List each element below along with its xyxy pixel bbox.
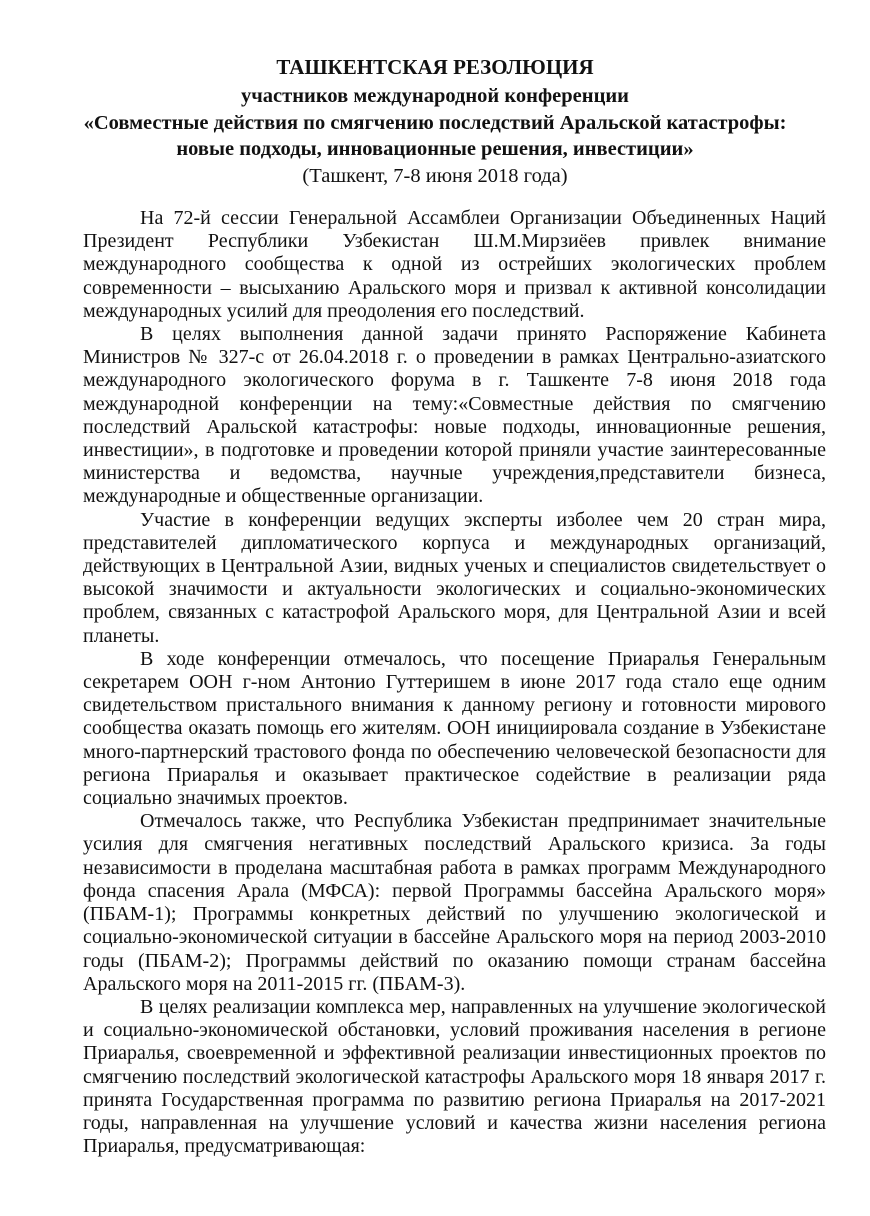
- document-title: ТАШКЕНТСКАЯ РЕЗОЛЮЦИЯ: [276, 55, 594, 79]
- paragraph-2: В целях выполнения данной задачи принято Распоряжение Кабинета Министров № 327-с от 26.04.2018 г. о проведении в рамках Центрально-азиатского международного экологического форума в г. Ташкенте 7-8 июня 2018 года международной конференции на тему:«Совместные действия по смягчению последствий Аральской катастрофы: новые подходы, инновационные решения, инвестиции», в подготовке и проведении которой приняли участие заинтересованные министерства и ведомства, научные учреждения,представители бизнеса, международные и общественные организации.: [83, 323, 826, 508]
- document-header: [60, 52, 810, 190]
- paragraph-1: На 72-й сессии Генеральной Ассамблеи Организации Объединенных Наций Президент Республики Узбекистан Ш.М.Мирзиёев привлек внимание международного сообщества к одной из острейших экологических проблем современности – высыханию Аральского моря и призвал к активной консолидации международных усилий для преодоления его последствий.: [83, 207, 826, 322]
- document-body: [83, 207, 826, 1158]
- paragraph-6: В целях реализации комплекса мер, направленных на улучшение экологической и социально-экономической обстановки, условий проживания населения в регионе Приаралья, своевременной и эффективной реализации инвестиционных проектов по смягчению последствий экологической катастрофы Аральского моря 18 января 2017 г. принята Государственная программа по развитию региона Приаралья на 2017-2021 годы, направленная на улучшение условий и качества жизни населения региона Приаралья, предусматривающая:: [83, 995, 826, 1158]
- paragraph-3: Участие в конференции ведущих эксперты изболее чем 20 стран мира, представителей дипломатического корпуса и международных организаций, действующих в Центральной Азии, видных ученых и специалистов свидетельствует о высокой значимости и актуальности экологических и социально-экономических проблем, связанных с катастрофой Аральского моря, для Центральной Азии и всей планеты.: [83, 508, 826, 647]
- conference-name-line-1: «Совместные действия по смягчению последствий Аральской катастрофы:: [83, 112, 787, 134]
- conference-name-line-2: новые подходы, инновационные решения, инвестиции»: [176, 138, 694, 160]
- paragraph-5: Отмечалось также, что Республика Узбекистан предпринимает значительные усилия для смягчения негативных последствий Аральского кризиса. За годы независимости в проделана масштабная работа в рамках программ Международного фонда спасения Арала (МФСА): первой Программы бассейна Аральского моря» (ПБАМ-1); Программы конкретных действий по улучшению экологической и социально-экономической ситуации в бассейне Аральского моря на период 2003-2010 годы (ПБАМ-2); Программы действий по оказанию помощи странам бассейна Аральского моря на 2011-2015 гг. (ПБАМ-3).: [83, 810, 826, 995]
- paragraph-4: В ходе конференции отмечалось, что посещение Приаралья Генеральным секретарем ООН г-ном Антонио Гуттеришем в июне 2017 года стало еще одним свидетельством пристального внимания к данному региону и готовности мирового сообщества оказать помощь его жителям. ООН инициировала создание в Узбекистане много-партнерский трастового фонда по обеспечению человеческой безопасности для региона Приаралья и оказывает практическое содействие в реализации ряда социально значимых проектов.: [83, 647, 826, 810]
- place-and-date: (Ташкент, 7-8 июня 2018 года): [302, 165, 568, 187]
- document-subtitle: участников международной конференции: [241, 85, 629, 107]
